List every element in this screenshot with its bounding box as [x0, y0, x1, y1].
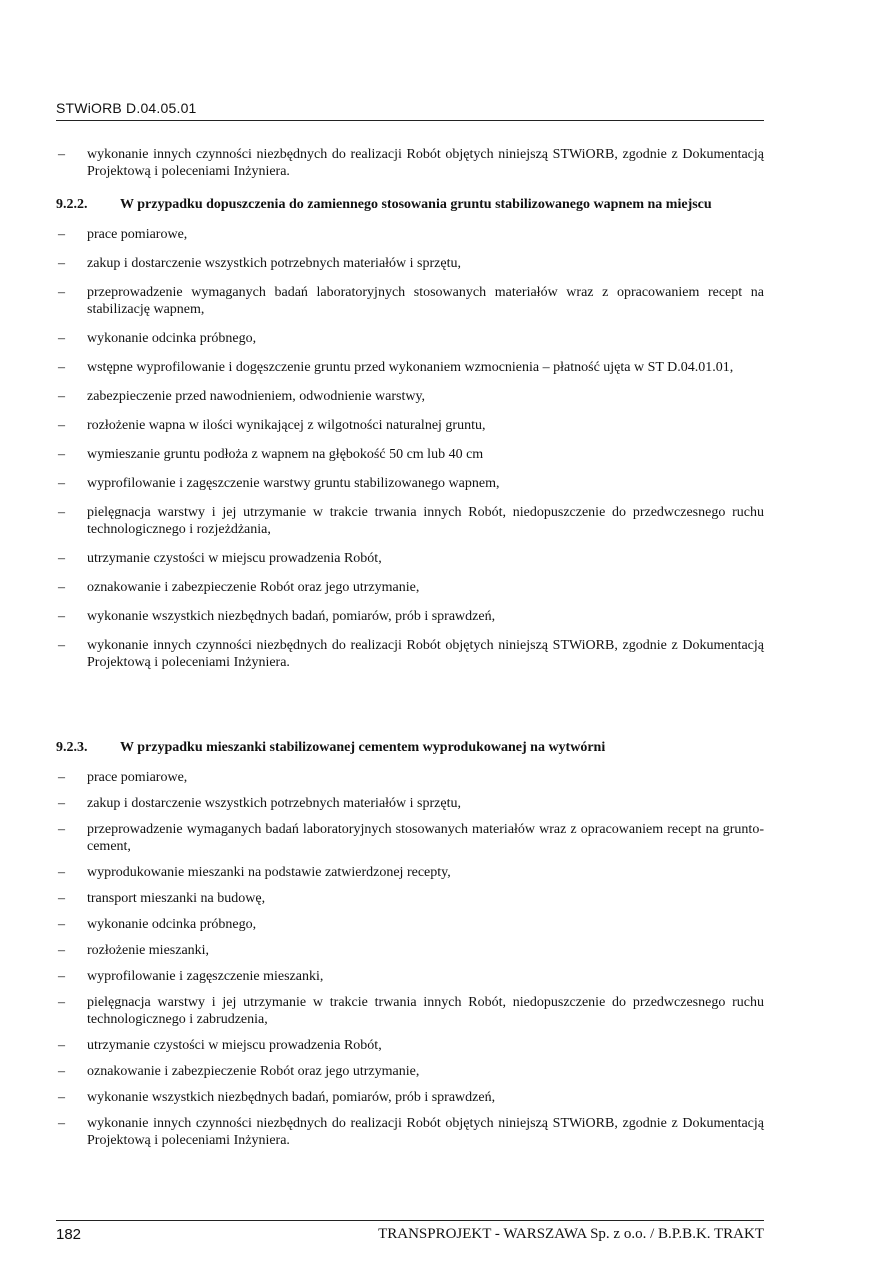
list-item: [56, 1115, 764, 1149]
list-dash: –: [58, 256, 65, 271]
list-dash: –: [58, 1116, 65, 1131]
list-item-text: wykonanie wszystkich niezbędnych badań, pomiarów, prób i sprawdzeń,: [87, 1090, 496, 1105]
list-item-text: rozłożenie wapna w ilości wynikającej z wilgotności naturalnej gruntu,: [87, 418, 486, 433]
list-item: [56, 579, 764, 596]
list-dash: –: [58, 995, 65, 1010]
list-dash: –: [58, 447, 65, 462]
list-item: [56, 284, 764, 318]
list-dash: –: [58, 1064, 65, 1079]
list-dash: –: [58, 418, 65, 433]
list-item: [56, 417, 764, 434]
list-item-text: transport mieszanki na budowę,: [87, 891, 266, 906]
list-dash: –: [58, 551, 65, 566]
list-item: [56, 226, 764, 243]
header-divider: [56, 120, 764, 121]
list-dash: –: [58, 891, 65, 906]
list-dash: –: [58, 580, 65, 595]
list-item-text: wykonanie innych czynności niezbędnych do realizacji Robót objętych niniejszą STWiORB, zgodnie z Dokumentacją Projektową i poleceniami Inżyniera.: [87, 638, 764, 670]
list-item-text: pielęgnacja warstwy i jej utrzymanie w trakcie trwania innych Robót, niedopuszczenie do przedwczesnego ruchu technologicznego i zabrudzenia,: [87, 995, 764, 1027]
list-dash: –: [58, 796, 65, 811]
section-heading: [56, 739, 764, 756]
list-item: [56, 446, 764, 463]
list-item-text: utrzymanie czystości w miejscu prowadzenia Robót,: [87, 1038, 382, 1053]
list-dash: –: [58, 770, 65, 785]
list-item: [56, 637, 764, 671]
list-item: [56, 942, 764, 959]
list-item: [56, 821, 764, 855]
list-item: [56, 146, 764, 180]
list-item-text: zakup i dostarczenie wszystkich potrzebnych materiałów i sprzętu,: [87, 256, 461, 271]
section-number: 9.2.3.: [56, 740, 88, 755]
list-dash: –: [58, 476, 65, 491]
page-number: 182: [56, 1226, 82, 1243]
list-item-text: rozłożenie mieszanki,: [87, 943, 210, 958]
list-item-text: oznakowanie i zabezpieczenie Robót oraz jego utrzymanie,: [87, 580, 420, 595]
list-dash: –: [58, 331, 65, 346]
list-dash: –: [58, 609, 65, 624]
list-item-text: oznakowanie i zabezpieczenie Robót oraz jego utrzymanie,: [87, 1064, 420, 1079]
list-dash: –: [58, 822, 65, 837]
list-item-text: przeprowadzenie wymaganych badań laboratoryjnych stosowanych materiałów wraz z opracowaniem recept na grunto-cement,: [87, 822, 764, 854]
list-item: [56, 994, 764, 1028]
list-item: [56, 795, 764, 812]
list-item-text: zabezpieczenie przed nawodnieniem, odwodnienie warstwy,: [87, 389, 426, 404]
list-item: [56, 475, 764, 492]
list-dash: –: [58, 638, 65, 653]
section-number: 9.2.2.: [56, 197, 88, 212]
list-dash: –: [58, 505, 65, 520]
list-item: [56, 1063, 764, 1080]
section-title: W przypadku mieszanki stabilizowanej cementem wyprodukowanej na wytwórni: [120, 740, 606, 755]
list-item-text: utrzymanie czystości w miejscu prowadzenia Robót,: [87, 551, 382, 566]
list-item: [56, 1089, 764, 1106]
list-item-text: wykonanie odcinka próbnego,: [87, 331, 257, 346]
list-item-text: wykonanie innych czynności niezbędnych do realizacji Robót objętych niniejszą STWiORB, zgodnie z Dokumentacją Projektową i poleceniami Inżyniera.: [87, 147, 764, 179]
list-item-text: wstępne wyprofilowanie i dogęszczenie gruntu przed wykonaniem wzmocnienia – płatność ujęta w ST D.04.01.01,: [87, 360, 734, 375]
list-dash: –: [58, 147, 65, 162]
list-item: [56, 359, 764, 376]
list-item: [56, 1037, 764, 1054]
list-item: [56, 504, 764, 538]
list-dash: –: [58, 360, 65, 375]
section-9-2-3: [56, 739, 764, 1158]
footer-divider: [56, 1220, 764, 1221]
list-dash: –: [58, 865, 65, 880]
list-item-text: wykonanie wszystkich niezbędnych badań, pomiarów, prób i sprawdzeń,: [87, 609, 496, 624]
list-item: [56, 916, 764, 933]
list-item-text: pielęgnacja warstwy i jej utrzymanie w trakcie trwania innych Robót, niedopuszczenie do przedwczesnego ruchu technologicznego i rozjeżdżania,: [87, 505, 764, 537]
list-item-text: wyprofilowanie i zagęszczenie warstwy gruntu stabilizowanego wapnem,: [87, 476, 500, 491]
list-item: [56, 769, 764, 786]
list-dash: –: [58, 1090, 65, 1105]
list-dash: –: [58, 389, 65, 404]
footer-company: TRANSPROJEKT - WARSZAWA Sp. z o.o. / B.P.B.K. TRAKT: [378, 1226, 764, 1242]
section-9-2-2: [56, 196, 764, 683]
list-item: [56, 608, 764, 625]
list-dash: –: [58, 227, 65, 242]
list-item: [56, 550, 764, 567]
list-item: [56, 330, 764, 347]
list-dash: –: [58, 917, 65, 932]
page-header-title: STWiORB D.04.05.01: [56, 100, 197, 116]
list-item: [56, 890, 764, 907]
list-dash: –: [58, 1038, 65, 1053]
list-item-text: wykonanie odcinka próbnego,: [87, 917, 257, 932]
list-item-text: przeprowadzenie wymaganych badań laboratoryjnych stosowanych materiałów wraz z opracowaniem recept na stabilizację wapnem,: [87, 285, 764, 317]
list-item-text: wyprodukowanie mieszanki na podstawie zatwierdzonej recepty,: [87, 865, 451, 880]
list-item-text: wymieszanie gruntu podłoża z wapnem na głębokość 50 cm lub 40 cm: [87, 447, 484, 462]
list-dash: –: [58, 943, 65, 958]
list-item: [56, 388, 764, 405]
list-item: [56, 968, 764, 985]
list-dash: –: [58, 285, 65, 300]
list-item-text: prace pomiarowe,: [87, 227, 188, 242]
section-heading: [56, 196, 764, 213]
list-item-text: wykonanie innych czynności niezbędnych do realizacji Robót objętych niniejszą STWiORB, zgodnie z Dokumentacją Projektową i poleceniami Inżyniera.: [87, 1116, 764, 1148]
list-item-text: zakup i dostarczenie wszystkich potrzebnych materiałów i sprzętu,: [87, 796, 461, 811]
section-top-list: [56, 146, 764, 192]
list-item-text: wyprofilowanie i zagęszczenie mieszanki,: [87, 969, 324, 984]
list-dash: –: [58, 969, 65, 984]
list-item: [56, 255, 764, 272]
section-title: W przypadku dopuszczenia do zamiennego stosowania gruntu stabilizowanego wapnem na miejscu: [120, 197, 712, 212]
list-item-text: prace pomiarowe,: [87, 770, 188, 785]
list-item: [56, 864, 764, 881]
